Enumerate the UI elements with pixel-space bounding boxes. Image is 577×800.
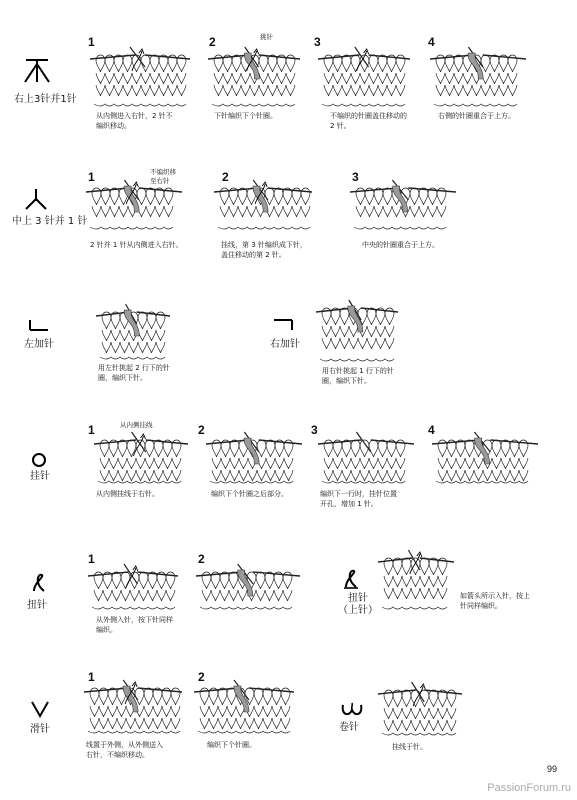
symbol-label-wrap-stitch: 卷针	[339, 722, 359, 733]
slip-stitch-symbol-icon	[30, 700, 50, 718]
step-caption: 用左针挑起 2 行下的针 圈，编织下针。	[98, 364, 170, 382]
step-caption: 不编织的针圈盖住移动的 2 针。	[330, 112, 407, 130]
knitting-illustration	[350, 178, 456, 230]
step-caption: 编织下个针圈之后部分。	[211, 490, 288, 498]
knitting-illustration	[196, 562, 300, 610]
step-caption: 线置于外侧，从外侧送入 右针，不编织移动。	[86, 741, 163, 759]
knitting-illustration	[86, 178, 182, 230]
step-caption: 编织下一行时，挂针位置 开孔，增加 1 针。	[320, 490, 397, 508]
knitting-illustration	[206, 430, 302, 484]
knitting-illustration	[430, 45, 526, 107]
step-number: 2	[198, 670, 205, 684]
symbol-label-yarn-over: 挂针	[30, 471, 50, 482]
step-number: 1	[88, 170, 95, 184]
figure-annotation: 从内侧挂线	[120, 421, 153, 429]
knitting-illustration	[84, 678, 182, 734]
knitting-illustration	[378, 548, 454, 610]
left-increase-symbol-icon	[28, 318, 50, 332]
step-number: 1	[88, 423, 95, 437]
step-caption: 从内侧进入右针，2 针不 编织移动。	[96, 112, 173, 130]
knitting-illustration	[194, 678, 294, 734]
step-caption: 从内侧挂线于右针。	[96, 490, 159, 498]
knitting-illustration	[214, 178, 312, 230]
step-number: 2	[198, 423, 205, 437]
step-caption: 挂线于针。	[392, 743, 427, 751]
step-number: 3	[311, 423, 318, 437]
figure-annotation: 不编织移 至右针	[150, 168, 176, 185]
step-number: 4	[428, 35, 435, 49]
watermark: PassionForum.ru	[487, 782, 571, 794]
step-number: 2	[209, 35, 216, 49]
step-caption: 如箭头所示入针，按上 针同样编织。	[460, 592, 530, 610]
step-number: 1	[88, 670, 95, 684]
right-3-together-symbol-icon	[22, 58, 52, 84]
knitting-illustration	[96, 302, 170, 360]
step-caption: 编织下个针圈。	[207, 741, 256, 749]
center-3-together-symbol-icon	[24, 187, 48, 211]
symbol-label-twisted-stitch: 扭针	[27, 600, 47, 611]
symbol-label-slip-stitch: 滑针	[30, 724, 50, 735]
step-caption: 从外侧入针，按下针同样 编织。	[96, 616, 173, 634]
symbol-label-center-3-together: 中上 3 针并 1 针	[12, 216, 88, 227]
knitting-illustration	[378, 680, 462, 736]
step-number: 4	[428, 423, 435, 437]
symbol-label-left-increase: 左加针	[24, 339, 54, 350]
symbol-label-twisted-purl: 扭针 （上针）	[338, 593, 378, 616]
step-number: 3	[314, 35, 321, 49]
step-caption: 2 针并 1 针从内侧进入右针。	[90, 241, 183, 249]
knitting-illustration	[432, 430, 538, 484]
symbol-label-right-increase: 右加针	[270, 339, 300, 350]
knitting-illustration	[316, 298, 398, 362]
knitting-illustration	[90, 45, 190, 107]
step-caption: 挂线，第 3 针编织成下针， 盖住移动的第 2 针。	[221, 241, 307, 259]
knitting-illustration	[94, 430, 188, 484]
symbol-label-right-3-together: 右上3针并1针	[14, 94, 77, 105]
wrap-stitch-symbol-icon	[340, 701, 364, 719]
step-caption: 右侧的针圈重合于上方。	[438, 112, 515, 120]
step-number: 3	[352, 170, 359, 184]
step-caption: 中央的针圈重合于上方。	[362, 241, 439, 249]
figure-annotation: 挑针	[260, 33, 273, 41]
step-caption: 用右针挑起 1 行下的针 圈，编织下针。	[322, 367, 394, 385]
step-number: 2	[198, 552, 205, 566]
step-number: 1	[88, 35, 95, 49]
twisted-stitch-symbol-icon	[30, 573, 48, 593]
knitting-illustration	[88, 562, 178, 610]
step-caption: 下针编织下个针圈。	[214, 112, 277, 120]
knitting-illustration	[208, 45, 300, 107]
page-number: 99	[546, 764, 557, 774]
yarn-over-symbol-icon	[30, 451, 48, 469]
right-increase-symbol-icon	[272, 318, 294, 332]
step-number: 2	[222, 170, 229, 184]
knitting-illustration	[318, 430, 414, 484]
twisted-purl-symbol-icon	[342, 569, 360, 589]
knitting-illustration	[318, 45, 410, 107]
step-number: 1	[88, 552, 95, 566]
